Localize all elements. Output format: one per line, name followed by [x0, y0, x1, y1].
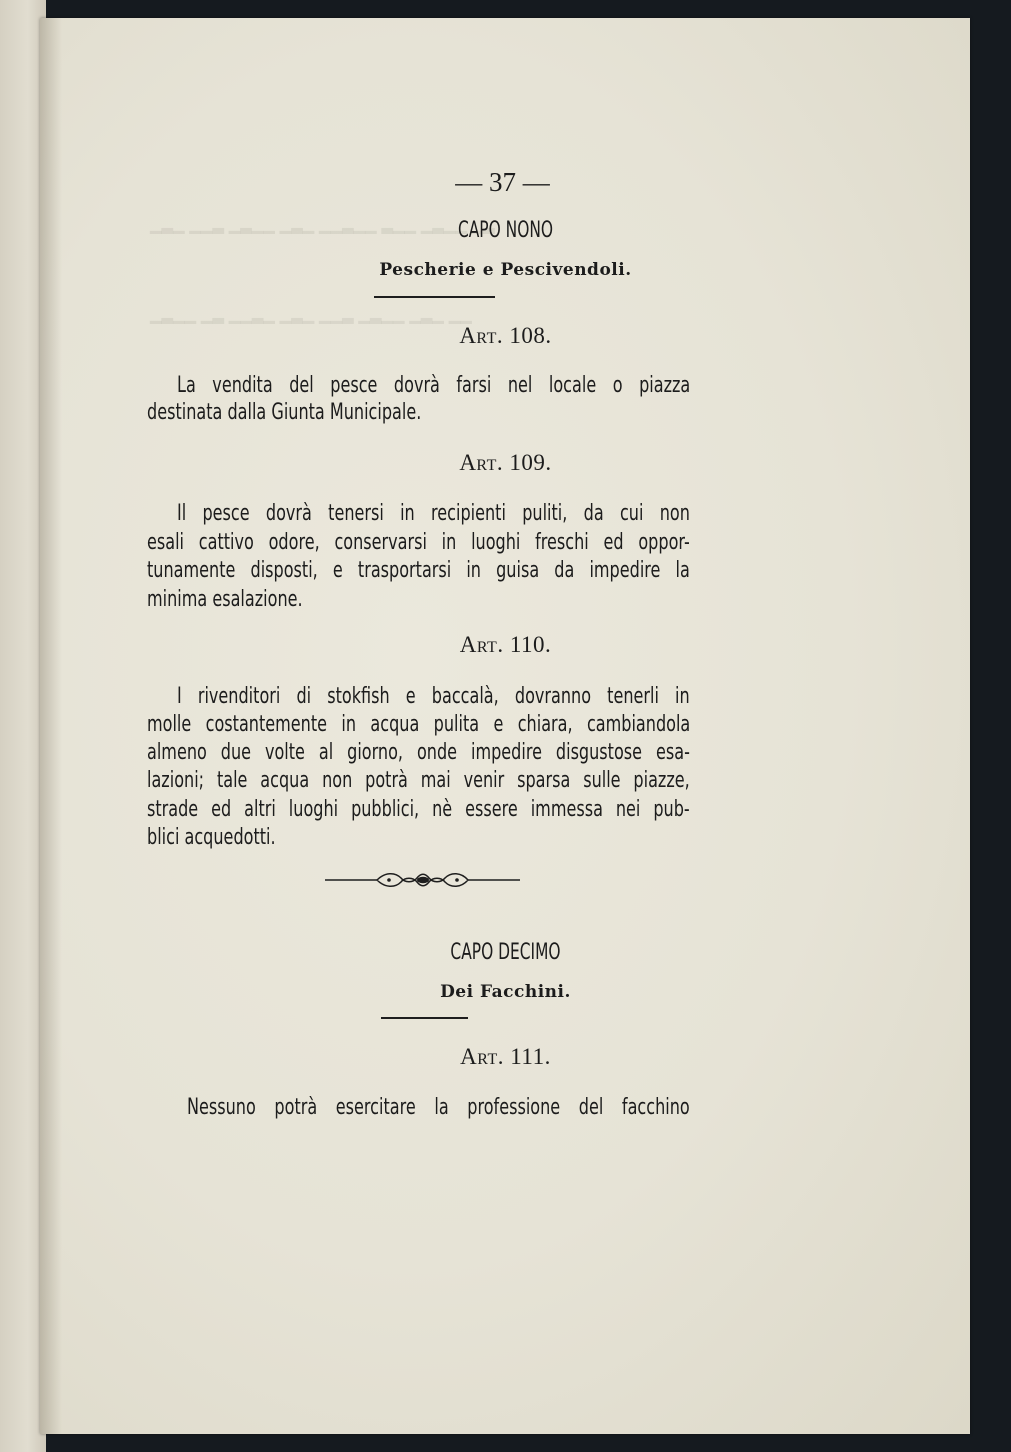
section-rule	[374, 296, 495, 298]
article-108-line: La vendita del pesce dovrà farsi nel locale o piazza	[177, 373, 691, 398]
article-label: Art.	[459, 450, 504, 475]
article-110-line: I rivenditori di stokfish e baccalà, dovranno tenerli in	[177, 684, 690, 709]
article-number: 109.	[509, 450, 552, 475]
article-109-line: tunamente disposti, e trasportarsi in guisa da impedire la	[147, 558, 690, 583]
article-number: 108.	[509, 323, 552, 348]
ornament-divider-icon	[325, 868, 520, 892]
article-109-heading	[0, 450, 1011, 476]
article-111-heading	[0, 1044, 1011, 1070]
article-109-line: Il pesce dovrà tenersi in recipienti puliti, da cui non	[177, 501, 690, 526]
article-110-line: molle costantemente in acqua pulita e chiara, cambiandola	[147, 712, 691, 737]
chapter-nine-subtitle: Pescherie e Pescivendoli.	[379, 260, 632, 280]
chapter-nine-title: CAPO NONO	[457, 218, 554, 243]
article-number: 111.	[510, 1044, 551, 1069]
article-110-line: strade ed altri luoghi pubblici, nè essere immessa nei pub-	[147, 797, 690, 822]
article-number: 110.	[509, 632, 552, 657]
article-label: Art.	[459, 323, 504, 348]
bleed-through-texture: ▁▂▁ ▁▁▂ ▁▂▁▁ ▁▂▁ ▁▁▂▁▁ ▂▁▁ ▁▂▁▁ ▁▂	[150, 210, 495, 234]
page-gutter-shadow	[40, 18, 62, 1434]
article-label: Art.	[460, 1044, 505, 1069]
article-109-line: minima esalazione.	[147, 587, 303, 612]
article-label: Art.	[459, 632, 504, 657]
article-110-line: almeno due volte al giorno, onde impedire disgustose esa-	[147, 740, 690, 765]
article-110-line: lazioni; tale acqua non potrà mai venir sparsa sulle piazze,	[147, 768, 690, 793]
chapter-ten-title: CAPO DECIMO	[450, 940, 561, 965]
article-111-line: Nessuno potrà esercitare la professione del facchino	[187, 1095, 690, 1120]
article-108-line: destinata dalla Giunta Municipale.	[147, 400, 422, 425]
article-110-heading	[0, 632, 1011, 658]
section-rule	[381, 1017, 468, 1019]
bleed-through-texture: ▁▂▁▁ ▁▂ ▁▁▂▁ ▁▂▁ ▁▁▂ ▁▂▁▁ ▁▂▁ ▁▁	[150, 300, 472, 324]
article-110-line: blici acquedotti.	[147, 825, 276, 850]
chapter-ten-subtitle: Dei Facchini.	[440, 982, 571, 1002]
page-number: — 37 —	[455, 167, 550, 197]
article-108-heading	[0, 323, 1011, 349]
article-109-line: esali cattivo odore, conservarsi in luoghi freschi ed oppor-	[147, 530, 690, 555]
